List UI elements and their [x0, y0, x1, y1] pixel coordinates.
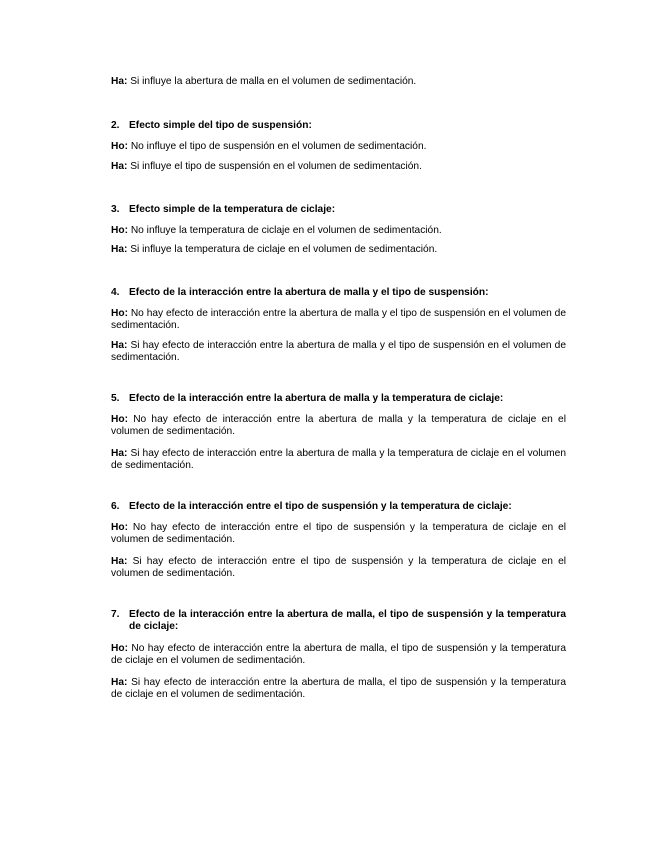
ha-hypothesis	[111, 556, 566, 580]
ho-text: No hay efecto de interacción entre la abertura de malla, el tipo de suspensión y la temperatura de ciclaje en el volumen de sedimentación.	[111, 643, 566, 666]
ha-text: Si influye el tipo de suspensión en el volumen de sedimentación.	[130, 161, 422, 172]
ho-hypothesis	[111, 643, 566, 667]
ha-label: Ha:	[111, 448, 128, 459]
section-heading-5	[111, 393, 566, 405]
ho-label: Ho:	[111, 141, 128, 152]
ha-label: Ha:	[111, 677, 128, 688]
ha-hypothesis	[111, 448, 566, 472]
section-number: 7.	[111, 609, 120, 620]
section-title: Efecto simple del tipo de suspensión:	[129, 120, 312, 131]
ho-hypothesis	[111, 225, 566, 237]
ho-label: Ho:	[111, 522, 128, 533]
ha-hypothesis	[111, 340, 566, 364]
ho-text: No hay efecto de interacción entre el tipo de suspensión y la temperatura de ciclaje en el volumen de sedimentación.	[111, 522, 566, 545]
section-heading-3	[111, 204, 566, 216]
ha-label: Ha:	[111, 76, 128, 87]
section-heading-6	[111, 501, 566, 513]
ho-hypothesis	[111, 308, 566, 332]
section-title: Efecto de la interacción entre la abertura de malla y la temperatura de ciclaje:	[129, 393, 504, 404]
ho-text: No influye la temperatura de ciclaje en el volumen de sedimentación.	[130, 225, 442, 236]
ha-label: Ha:	[111, 340, 128, 351]
ho-label: Ho:	[111, 308, 128, 319]
section-heading-2	[111, 120, 566, 132]
section-heading-4	[111, 287, 566, 299]
ha-hypothesis	[111, 677, 566, 701]
ha-label: Ha:	[111, 161, 128, 172]
section-title: Efecto de la interacción entre la abertura de malla y el tipo de suspensión:	[129, 287, 489, 298]
ha-text: Si hay efecto de interacción entre el tipo de suspensión y la temperatura de ciclaje en el volumen de sedimentación.	[111, 556, 566, 579]
ha-label: Ha:	[111, 244, 128, 255]
ha-text: Si influye la temperatura de ciclaje en el volumen de sedimentación.	[130, 244, 438, 255]
section-number: 5.	[111, 393, 120, 404]
ho-hypothesis	[111, 522, 566, 546]
section-title: Efecto simple de la temperatura de ciclaje:	[129, 204, 336, 215]
section-number: 3.	[111, 204, 120, 215]
ho-text: No hay efecto de interacción entre la abertura de malla y la temperatura de ciclaje en el volumen de sedimentación.	[111, 414, 566, 437]
ho-hypothesis	[111, 414, 566, 438]
section-number: 2.	[111, 120, 120, 131]
section-heading-7	[111, 609, 566, 633]
ha-text: Si hay efecto de interacción entre la abertura de malla, el tipo de suspensión y la temperatura de ciclaje en el volumen de sedimentación.	[111, 677, 566, 700]
section-title: Efecto de la interacción entre la abertura de malla, el tipo de suspensión y la temperatura de ciclaje:	[129, 609, 566, 632]
ho-text: No influye el tipo de suspensión en el volumen de sedimentación.	[130, 141, 427, 152]
ho-hypothesis	[111, 141, 566, 153]
ha-text: Si influye la abertura de malla en el volumen de sedimentación.	[130, 76, 417, 87]
ho-text: No hay efecto de interacción entre la abertura de malla y el tipo de suspensión en el volumen de sedimentación.	[111, 308, 566, 331]
ha-hypothesis	[111, 244, 566, 256]
section-number: 4.	[111, 287, 120, 298]
intro-ha-hypothesis	[111, 76, 566, 88]
ha-hypothesis	[111, 161, 566, 173]
section-title: Efecto de la interacción entre el tipo de suspensión y la temperatura de ciclaje:	[129, 501, 512, 512]
ha-label: Ha:	[111, 556, 128, 567]
ha-text: Si hay efecto de interacción entre la abertura de malla y el tipo de suspensión en el volumen de sedimentación.	[111, 340, 566, 363]
ho-label: Ho:	[111, 643, 128, 654]
ho-label: Ho:	[111, 414, 128, 425]
ha-text: Si hay efecto de interacción entre la abertura de malla y la temperatura de ciclaje en el volumen de sedimentación.	[111, 448, 566, 471]
ho-label: Ho:	[111, 225, 128, 236]
section-number: 6.	[111, 501, 120, 512]
